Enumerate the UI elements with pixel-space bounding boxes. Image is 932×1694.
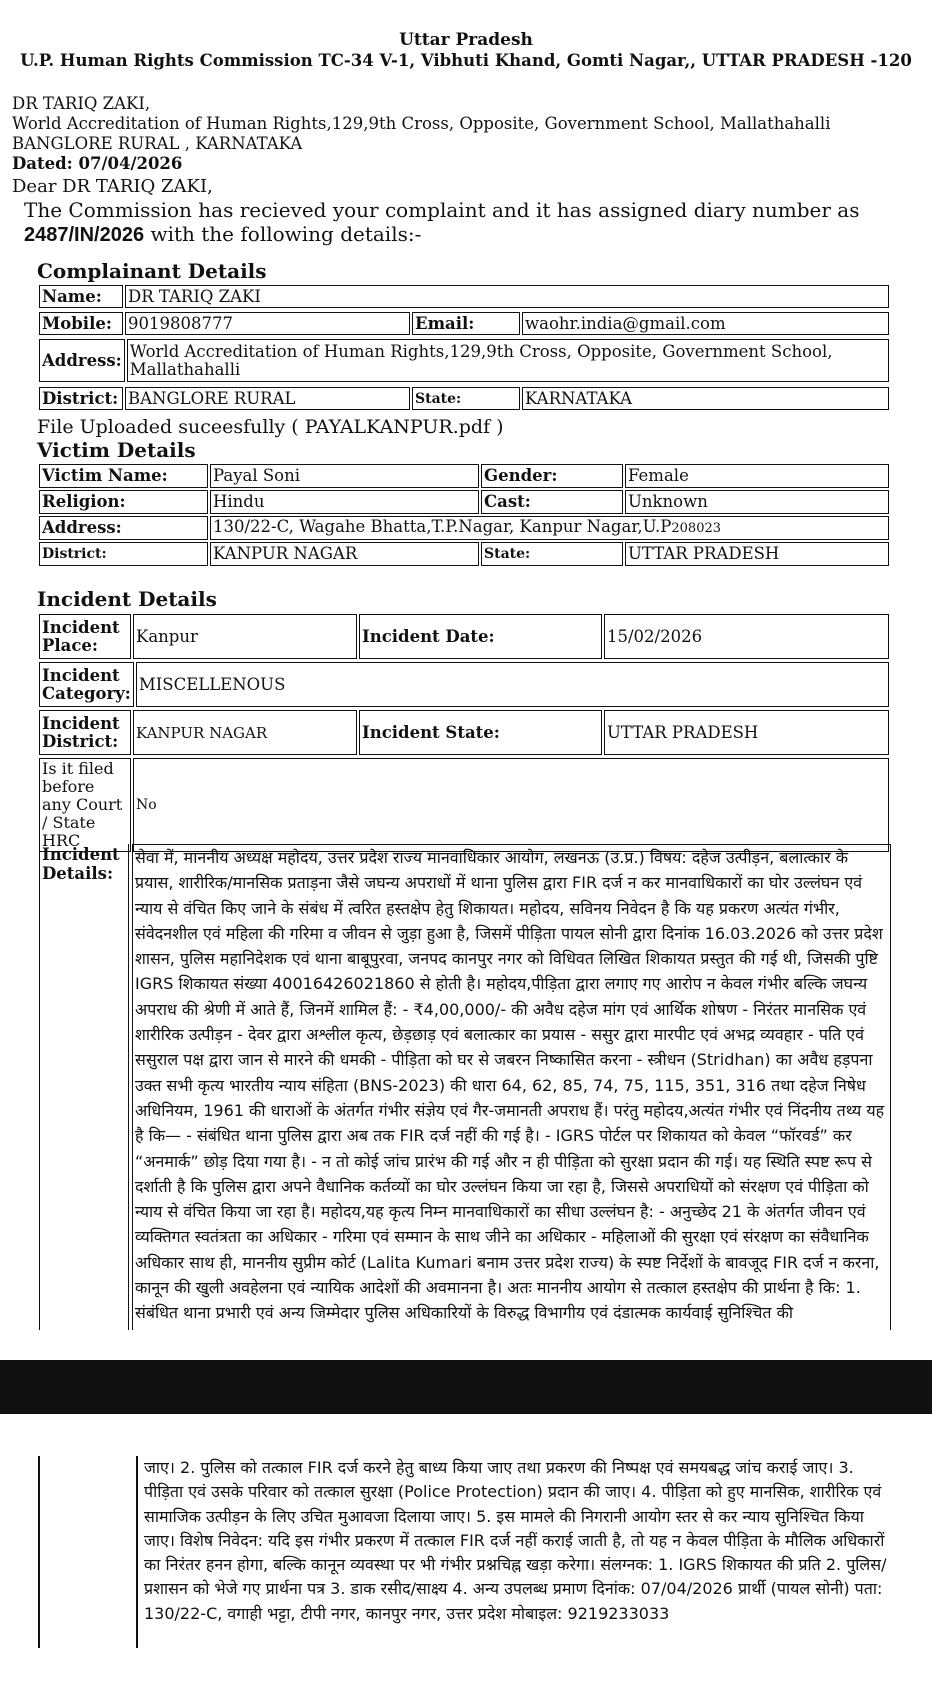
gender-label: Gender:: [481, 464, 623, 488]
complainant-district: BANGLORE RURAL: [125, 387, 410, 410]
complainant-contact-table: [37, 310, 891, 337]
recipient-address-line1: World Accreditation of Human Rights,129,9th Cross, Opposite, Government School, Mallathahalli: [12, 114, 831, 133]
recipient-block: [12, 94, 830, 174]
page-break-bar: [0, 1360, 932, 1414]
victim-name: Payal Soni: [210, 464, 479, 488]
victim-name-label: Victim Name:: [39, 464, 208, 488]
victim-district: KANPUR NAGAR: [210, 542, 479, 566]
incident-table: [37, 612, 891, 661]
incident-category-table: [37, 660, 891, 709]
victim-heading: Victim Details: [37, 438, 196, 462]
recipient-address-line2: BANGLORE RURAL , KARNATAKA: [12, 134, 303, 153]
header-state: Uttar Pradesh: [399, 30, 533, 50]
incident-date-label: Incident Date:: [359, 614, 602, 659]
victim-pincode: 208023: [671, 521, 722, 536]
incident-details-label: Incident Details:: [42, 845, 120, 883]
victim-address-text: 130/22-C, Wagahe Bhatta,T.P.Nagar, Kanpur Nagar,U.P: [213, 517, 672, 536]
state-label: State:: [412, 387, 520, 410]
incident-place-label: Incident Place:: [39, 614, 131, 659]
complainant-state: KARNATAKA: [522, 387, 889, 410]
victim-table: [37, 462, 891, 568]
continued-text-cell: जाए। 2. पुलिस को तत्काल FIR दर्ज करने हेतु बाध्य किया जाए तथा प्रकरण की निष्पक्ष एवं समयबद्ध जांच कराई जाए। 3. पीड़िता एवं उसके परिवार को तत्काल सुरक्षा (Police Protection) प्रदान की जाए। 4. पीड़िता को हुए मानसिक, शारीरिक एवं सामाजिक उत्पीड़न के लिए उचित मुआवजा दिलाया जाए। 5. इस मामले की निगरानी आयोग स्तर से कर न्याय सुनिश्चित किया जाए। विशेष निवेदन: यदि इस गंभीर प्रकरण में तत्काल FIR दर्ज नहीं कराई जाती है, तो यह न केवल पीड़िता के मौलिक अधिकारों का निरंतर हनन होगा, बल्कि कानून व्यवस्था पर भी गंभीर प्रश्नचिह्न खड़ा करेगा। संलग्नक: 1. IGRS शिकायत की प्रति 2. पुलिस/प्रशासन को भेजे गए प्रार्थना पत्र 3. डाक रसीद/साक्ष्य 4. अन्य उपलब्ध प्रमाण दिनांक: 07/04/2026 प्रार्थी (पायल सोनी) पता: 130/22-C, वगाही भट्टा, टीपी नगर, कानपुर नगर, उत्तर प्रदेश मोबाइल: 9219233033: [136, 1456, 896, 1626]
complainant-district-table: [37, 385, 891, 412]
incident-district-label: Incident District:: [39, 710, 131, 755]
commission-address: U.P. Human Rights Commission TC-34 V-1, Vibhuti Khand, Gomti Nagar,, UTTAR PRADESH -120: [20, 51, 912, 70]
complainant-address-table: [37, 337, 891, 384]
complainant-email: waohr.india@gmail.com: [522, 312, 889, 335]
incident-state: UTTAR PRADESH: [604, 710, 889, 755]
address-label: Address:: [39, 339, 125, 382]
dated: Dated: 07/04/2026: [12, 154, 183, 173]
victim-gender: Female: [625, 464, 889, 488]
incident-filed-table: [37, 756, 891, 854]
victim-religion: Hindu: [210, 490, 479, 514]
mobile-label: Mobile:: [39, 312, 123, 335]
incident-details-label-cell: [39, 844, 129, 1330]
incident-district-table: [37, 708, 891, 757]
incident-date: 15/02/2026: [604, 614, 889, 659]
incident-filed: No: [133, 758, 889, 852]
continued-label-cell: [38, 1456, 138, 1648]
incident-details-text-cell: [132, 844, 891, 1330]
religion-label: Religion:: [39, 490, 208, 514]
intro-text: The Commission has recieved your complaint and it has assigned diary number as: [24, 198, 860, 222]
complainant-heading: Complainant Details: [37, 259, 267, 283]
victim-address: [210, 516, 889, 540]
incident-heading: Incident Details: [37, 587, 217, 611]
incident-category-label: Incident Category:: [39, 662, 134, 707]
victim-district-label: District:: [39, 542, 208, 566]
incident-state-label: Incident State:: [359, 710, 602, 755]
intro-paragraph: [24, 198, 904, 247]
recipient-name: DR TARIQ ZAKI,: [12, 94, 151, 113]
complainant-mobile: 9019808777: [125, 312, 410, 335]
complainant-address: World Accreditation of Human Rights,129,9th Cross, Opposite, Government School, Mallathahalli: [127, 339, 889, 382]
intro-text-2: with the following details:-: [144, 222, 422, 246]
incident-details-text: सेवा में, माननीय अध्यक्ष महोदय, उत्तर प्रदेश राज्य मानवाधिकार आयोग, लखनऊ (उ.प्र.) विषय: दहेज उत्पीड़न, बलात्कार के प्रयास, शारीरिक/मानसिक प्रताड़ना जैसे जघन्य अपराधों में थाना पुलिस द्वारा FIR दर्ज न कर मानवाधिकारों का घोर उल्लंघन एवं न्याय से वंचित किए जाने के संबंध में त्वरित हस्तक्षेप हेतु शिकायत। महोदय, सविनय निवेदन है कि यह प्रकरण अत्यंत गंभीर, संवेदनशील एवं महिला की गरिमा व जीवन से जुड़ा हुआ है, जिसमें पीड़िता पायल सोनी द्वारा दिनांक 16.03.2026 को उत्तर प्रदेश शासन, पुलिस महानिदेशक एवं थाना बाबूपुरवा, जनपद कानपुर नगर को विधिवत लिखित शिकायत प्रस्तुत की गई थी, जिसकी पुष्टि IGRS शिकायत संख्या 40016426021860 से होती है। महोदय,पीड़िता द्वारा लगाए गए आरोप न केवल गंभीर बल्कि जघन्य अपराध की श्रेणी में आते हैं, जिनमें शामिल हैं: - ₹4,00,000/- की अवैध दहेज मांग एवं आर्थिक शोषण - निरंतर मानसिक एवं शारीरिक उत्पीड़न - देवर द्वारा अश्लील कृत्य, छेड़छाड़ एवं बलात्कार का प्रयास - ससुर द्वारा मारपीट एवं अभद्र व्यवहार - पति एवं ससुराल पक्ष द्वारा जान से मारने की धमकी - पीड़िता को घर से जबरन निष्कासित करना - स्त्रीधन (Stridhan) का अवैध हड़पना उक्त सभी कृत्य भारतीय न्याय संहिता (BNS-2023) की धारा 64, 62, 85, 74, 75, 115, 351, 316 तथा दहेज निषेध अधिनियम, 1961 की धाराओं के अंतर्गत गंभीर संज्ञेय एवं गैर-जमानती अपराध हैं। परंतु महोदय,अत्यंत गंभीर एवं निंदनीय तथ्य यह है कि— - संबंधित थाना पुलिस द्वारा अब तक FIR दर्ज नहीं की गई है। - IGRS पोर्टल पर शिकायत को केवल “फॉरवर्ड” कर “अनमार्क” छोड़ दिया गया है। - न तो कोई जांच प्रारंभ की गई और न ही पीड़िता को सुरक्षा प्रदान की गई। यह स्थिति स्पष्ट रूप से दर्शाती है कि पुलिस द्वारा अपने वैधानिक कर्तव्यों का घोर उल्लंघन किया जा रहा है, जिससे अपराधियों को संरक्षण एवं पीड़िता को न्याय से वंचित किया जा रहा है। महोदय,यह कृत्य निम्न मानवाधिकारों का सीधा उल्लंघन है: - अनुच्छेद 21 के अंतर्गत जीवन एवं व्यक्तिगत स्वतंत्रता का अधिकार - गरिमा एवं सम्मान के साथ जीने का अधिकार - महिलाओं की सुरक्षा एवं संरक्षण का संवैधानिक अधिकार साथ ही, माननीय सुप्रीम कोर्ट (Lalita Kumari बनाम उत्तर प्रदेश राज्य) के स्पष्ट निर्देशों के बावजूद FIR दर्ज न करना, कानून की खुली अवहेलना एवं न्यायिक आदेशों की अवमानना है। अतः माननीय आयोग से तत्काल हस्तक्षेप की प्रार्थना है कि: 1. संबंधित थाना प्रभारी एवं अन्य जिम्मेदार पुलिस अधिकारियों के विरुद्ध विभागीय एवं दंडात्मक कार्यवाई सुनिश्चित की: [135, 848, 885, 1323]
complainant-table: [37, 283, 891, 310]
victim-state-label: State:: [481, 542, 623, 566]
file-upload-status: File Uploaded suceesfully ( PAYALKANPUR.pdf ): [37, 416, 504, 438]
incident-filed-label: Is it filed before any Court / State HRC: [39, 758, 131, 852]
name-label: Name:: [39, 285, 123, 308]
incident-place: Kanpur: [133, 614, 357, 659]
victim-address-label: Address:: [39, 516, 208, 540]
incident-category: MISCELLENOUS: [136, 662, 889, 707]
victim-cast: Unknown: [625, 490, 889, 514]
cast-label: Cast:: [481, 490, 623, 514]
greeting: Dear DR TARIQ ZAKI,: [12, 176, 213, 197]
email-label: Email:: [412, 312, 520, 335]
incident-district: KANPUR NAGAR: [133, 710, 357, 755]
incident-details-block: [39, 844, 891, 1330]
victim-state: UTTAR PRADESH: [625, 542, 889, 566]
complainant-name: DR TARIQ ZAKI: [125, 285, 889, 308]
diary-number: 2487/IN/2026: [24, 224, 145, 246]
district-label: District:: [39, 387, 123, 410]
